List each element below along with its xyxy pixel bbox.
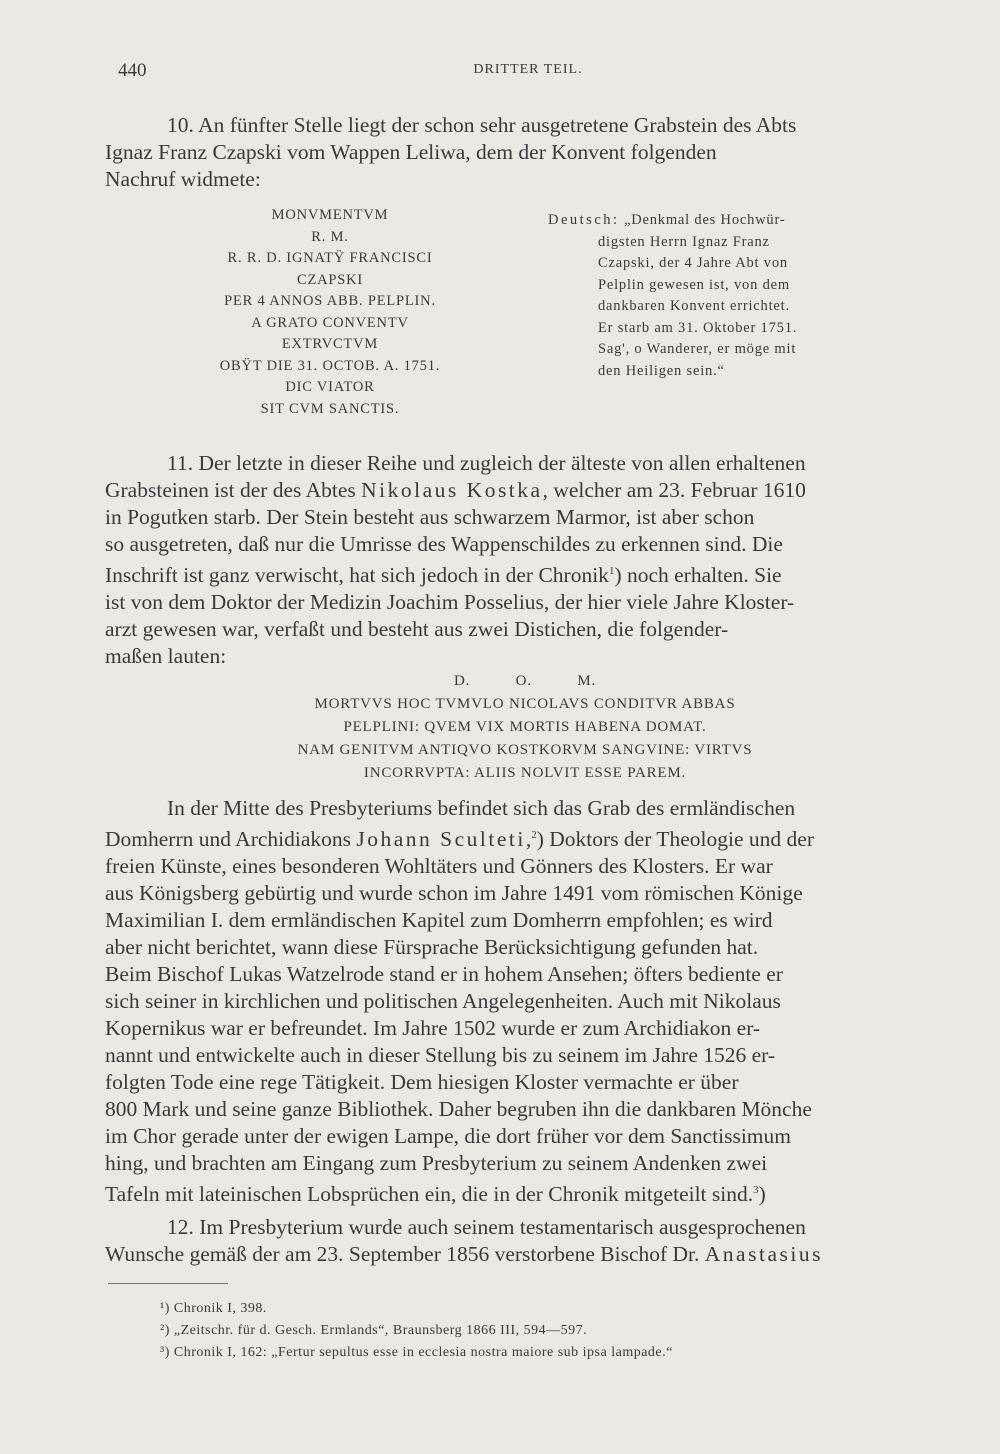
running-head: DRITTER TEIL. [473,62,583,77]
text-line: aus Königsberg gebürtig und wurde schon im Jahre 1491 vom römischen Könige [105,881,803,906]
text-segment: Grabsteinen ist der des Abtes [105,478,362,502]
text-segment: Wunsche gemäß der am 23. September 1856 verstorbene Bischof Dr. [105,1242,705,1266]
inscription-line: R. R. D. IGNATŸ FRANCISCI [227,250,433,266]
footnotes [160,1298,940,1364]
kostka-epitaph [225,670,825,785]
translation-line: digsten Herrn Ignaz Franz [598,233,770,250]
inscription-line: OBŸT DIE 31. OCTOB. A. 1751. [219,357,441,374]
text-line: freien Künste, eines besonderen Wohltäters und Gönners des Klosters. Er war [105,854,773,879]
text-segment: ) Doktors der Theologie und der [536,827,814,852]
inscription-line: MONVMENTVM [271,207,389,223]
text-line: hing, und brachten am Eingang zum Presbyterium zu seinem Andenken zwei [105,1151,768,1176]
translation-line: Pelplin gewesen ist, von dem [598,276,790,293]
translation-lead: Deutsch: [548,212,620,228]
text-line: arzt gewesen war, verfaßt und besteht aus zwei Distichen, die folgender- [105,617,729,642]
text-line: 11. Der letzte in dieser Reihe und zugleich der älteste von allen erhaltenen [167,451,806,475]
inscription-line: DIC VIATOR [285,379,375,395]
footnote: ¹) Chronik I, 398. [160,1301,267,1316]
paragraph-12 [105,1214,950,1268]
footnote-divider [108,1283,228,1284]
translation-line: dankbaren Konvent errichtet. [598,298,790,314]
epitaph-line: PELPLINI: QVEM VIX MORTIS HABENA DOMAT. [343,719,707,735]
text-line: sich seiner in kirchlichen und politischen Angelegenheiten. Auch mit Nikolaus [105,989,781,1014]
translation-line: Czapski, der 4 Jahre Abt von [598,255,788,271]
paragraph-presbyterium [105,795,950,1208]
text-line: maßen lauten: [105,644,227,669]
text-line: In der Mitte des Presbyteriums befindet sich das Grab des ermländischen [167,796,796,820]
text-line: Nachruf widmete: [105,167,261,191]
paragraph-10 [105,112,950,193]
text-line: Maximilian I. dem ermländischen Kapitel zum Domherrn empfohlen; es wird [105,908,773,933]
inscription-line: PER 4 ANNOS ABB. PELPLIN. [224,293,436,309]
czapski-inscription [180,205,480,420]
text-line: folgten Tode eine rege Tätigkeit. Dem hiesigen Kloster vermachte er über [105,1070,739,1095]
footnote: ³) Chronik I, 162: „Fertur sepultus esse in ecclesia nostra maiore sub ipsa lampade.“ [160,1345,673,1360]
epitaph-line: D. O. M. [453,673,597,689]
text-line: aber nicht berichtet, wann diese Fürsprache Berücksichtigung gefunden hat. [105,935,759,960]
inscription-line: SIT CVM SANCTIS. [260,400,400,417]
text-segment: , welcher am 23. Februar 1610 [542,478,806,502]
text-line [105,558,950,589]
person-name: Johann Sculteti [356,827,526,852]
text-line: 12. Im Presbyterium wurde auch seinem testamentarisch ausgesprochenen [167,1215,806,1239]
inscription-line: A GRATO CONVENTV [251,314,409,331]
inscription-line: R. M. [311,228,349,245]
text-line: ist von dem Doktor der Medizin Joachim Posselius, der hier viele Jahre Kloster- [105,590,795,615]
text-segment: ) noch erhalten. Sie [614,563,782,588]
translation-line [548,210,884,232]
paragraph-11 [105,450,950,670]
text-line: in Pogutken starb. Der Stein besteht aus schwarzem Marmor, ist aber schon [105,505,755,529]
page-header [118,60,938,84]
text-line: 800 Mark und seine ganze Bibliothek. Daher begruben ihn die dankbaren Mönche [105,1097,812,1122]
person-name: Anastasius [704,1242,823,1266]
translation-line: Er starb am 31. Oktober 1751. [598,319,798,336]
footnote-ref: 3 [753,1184,759,1197]
inscription-line: EXTRVCTVM [281,336,379,352]
translation-first: „Denkmal des Hochwür- [623,212,786,228]
person-name: Nikolaus Kostka [361,478,543,502]
text-line: so ausgetreten, daß nur die Umrisse des Wappenschildes zu erkennen sind. Die [105,532,783,556]
text-line: Kopernikus war er befreundet. Im Jahre 1502 wurde er zum Archidiakon er- [105,1016,761,1041]
epitaph-line: MORTVVS HOC TVMVLO NICOLAVS CONDITVR ABBAS [314,696,736,712]
text-segment: Inschrift ist ganz verwischt, hat sich jedoch in der Chronik [105,563,609,588]
page-number: 440 [118,60,147,81]
text-line [105,477,950,504]
epitaph-line: NAM GENITVM ANTIQVO KOSTKORVM SANGVINE: VIRTVS [297,742,753,758]
text-line: nannt und entwickelte auch in dieser Stellung bis zu seinem im Jahre 1526 er- [105,1043,776,1068]
text-line: im Chor gerade unter der ewigen Lampe, die dort früher vor dem Sanctissimum [105,1124,792,1149]
german-translation [548,210,884,382]
text-segment: Domherrn und Archidiakons [105,827,357,852]
text-line: Beim Bischof Lukas Watzelrode stand er in hohem Ansehen; öfters bediente er [105,962,783,987]
inscription-line: CZAPSKI [296,271,364,288]
text-line [105,1241,950,1268]
text-line: Domherrn und Archidiakons Johann Sculteti,$^2$) Doktors der Theologie und der [105,827,814,852]
footnote-ref: 1 [608,565,615,577]
text-line [105,1177,950,1208]
text-segment: Tafeln mit lateinischen Lobsprüchen ein, die in der Chronik mitgeteilt sind. [105,1182,754,1207]
footnote-ref: 2 [531,829,537,841]
translation-line: Sag', o Wanderer, er möge mit [598,341,797,357]
translation-line: den Heiligen sein.“ [598,362,725,379]
footnote: ²) „Zeitschr. für d. Gesch. Ermlands“, Braunsberg 1866 III, 594—597. [160,1323,588,1338]
epitaph-line: INCORRVPTA: ALIIS NOLVIT ESSE PAREM. [363,765,687,781]
text-line: Ignaz Franz Czapski vom Wappen Leliwa, dem der Konvent folgenden [105,140,717,164]
text-segment: ) [758,1182,766,1207]
text-line: 10. An fünfter Stelle liegt der schon sehr ausgetretene Grabstein des Abts [167,113,797,137]
